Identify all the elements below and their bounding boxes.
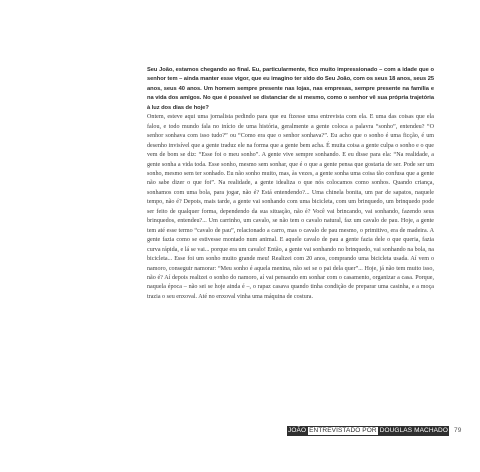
footer-interviewed-by: ENTREVISTADO POR xyxy=(309,427,377,434)
page-number: 79 xyxy=(454,427,462,434)
interview-text xyxy=(147,66,434,302)
page-footer xyxy=(287,426,461,436)
footer-author: DOUGLAS MACHADO xyxy=(379,427,449,434)
interviewee-answer: Ontem, esteve aqui uma jornalista pedindo para que eu fizesse uma entrevista com ela. E uma das coisas que ela falou, e todo mundo fala no início de uma história, geralmente a gente coloca a palavra “sonho”, entendeu? “O senhor sonhava com isso tudo?” ou “Como era que o senhor sonhava?”. Eu acho que o sonho é uma ficção, é um desenho invisível que a gente traduz ele na forma que a gente bem acha. É muita coisa a gente culpa o sonho e o que vem de bom se diz: “Esse foi o meu sonho”. A gente vive sempre sonhando. E eu disse para ela: “Na realidade, a gente sonha a vida toda. Esse sonho, mesmo sem sonhar, que é o que a gente pensa que gostaria de ser. Pode ser um sonho, mesmo sem ter sonhado. Eu não sonho muito, mas, às vezes, a gente sonha uma coisa tão confusa que a gente não sabe dizer o que foi”. Na realidade, a gente idealiza o que nós colocamos como sonhos. Quando criança, sonhamos com uma bola, para jogar, não é? Está entendendo?... Uma chinela bonita, um par de sapatos, naquele tempo, não é? Depois, mais tarde, a gente vai sonhando com uma bicicleta, com um brinquedo, um brinquedo pode ser feito de qualquer forma, dependendo da sua situação, não é? Você vai brincando, vai sonhando, fazendo seus brinquedos, entendeu?... Um carrinho, um cavalo, se não tem o cavalo natural, faz um cavalo de pau. Hoje, a gente tem até esse termo “cavalo de pau”, relacionado a carro, mas o cavalo de pau mesmo, o primitivo, era de madeira. A gente fazia como se estivesse montado num animal. E aquele cavalo de pau a gente fazia dele o que queria, fazia curva rápida, e lá se vai... porque era um cavalo! Então, a gente vai sonhando no brinquedo, vai sonhando na bola, na bicicleta... Esse foi um sonho muito grande meu! Realizei com 20 anos, comprando uma bicicleta usada. Aí vem o namoro, conseguir namorar: “Meu sonho é aquela menina, não sei se o pai dela quer”... Hoje, já não tem muito isso, não é? Aí depois realizei o sonho do namoro, aí vai pensando em sonhar com o casamento, organizar a casa. Porque, naquela época – não sei se hoje ainda é –, o rapaz casava quando tinha condição de preparar uma casinha, e a moça trazia o seu enxoval. Até no enxoval vinha uma máquina de costura. xyxy=(147,114,434,300)
footer-subject: JOÃO xyxy=(288,427,307,434)
interviewer-question: Seu João, estamos chegando ao final. Eu, particularmente, fico muito impressionado – com a idade que o senhor tem – ainda manter esse vigor, que eu imagino ter sido do Seu João, com os seus 18 anos, seus 25 anos, seus 40 anos. Um homem sempre presente nas lojas, nas empresas, sempre presente na família e na vida dos amigos. No que é possível se distanciar de si mesmo, como o senhor vê sua própria trajetória à luz dos dias de hoje? xyxy=(147,67,434,111)
